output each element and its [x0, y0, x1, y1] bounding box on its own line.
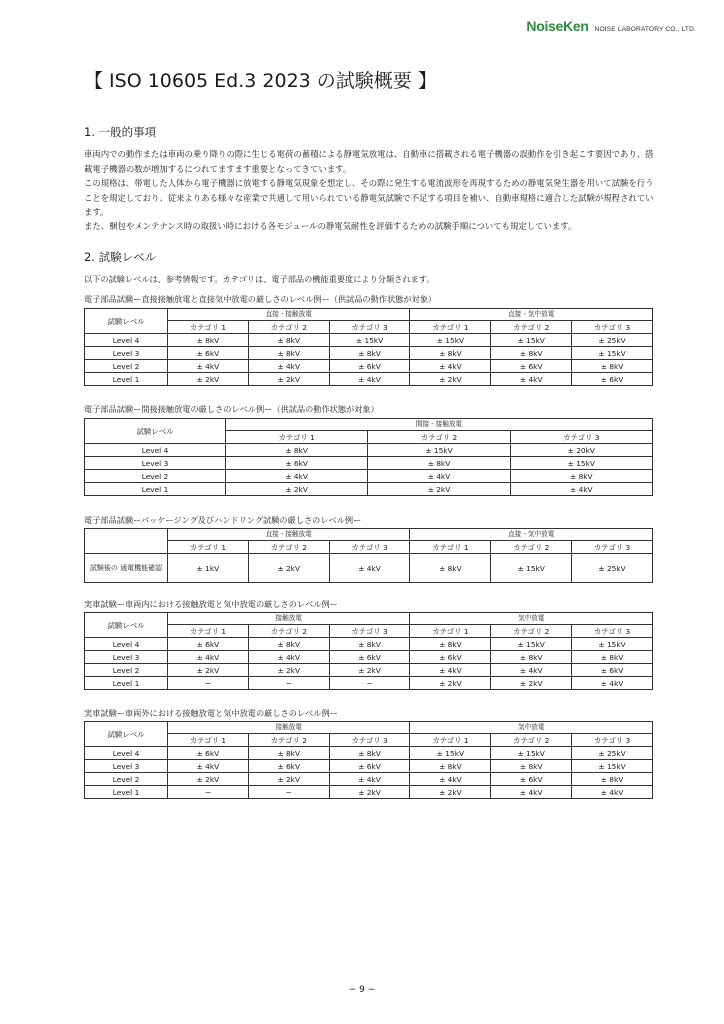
value-cell: ± 8kV	[510, 470, 652, 483]
table-4-caption: 実車試験ー車両内における接触放電と気中放電の厳しさのレベル例ー	[84, 599, 338, 609]
group-header: 気中放電	[410, 722, 653, 734]
value-cell: ± 4kV	[368, 470, 510, 483]
value-cell: ± 4kV	[410, 360, 491, 373]
category-header: カテゴリ 1	[410, 541, 491, 554]
section-1-paragraph-1: 車両内での動作または車両の乗り降りの際に生じる電荷の蓄積による静電気放電は、自動車に搭載される電子機器の誤動作を引き起こす要因であり、搭載電子機器の数が増加するにつれてますます重要となってきています。	[84, 149, 654, 174]
level-cell: Level 4	[85, 747, 168, 760]
category-header: カテゴリ 1	[226, 431, 368, 444]
value-cell: ± 2kV	[226, 483, 368, 496]
value-cell: −	[168, 677, 249, 690]
category-header: カテゴリ 3	[572, 625, 653, 638]
level-cell: 試験後の 通電機能確認	[85, 554, 168, 583]
value-cell: ± 1kV	[168, 554, 249, 583]
value-cell: ± 2kV	[410, 786, 491, 799]
section-1-heading: 1. 一般的事項	[84, 125, 157, 139]
table-row	[85, 334, 653, 347]
level-cell: Level 1	[85, 677, 168, 690]
value-cell: ± 25kV	[572, 334, 653, 347]
category-header: カテゴリ 3	[329, 734, 410, 747]
level-cell: Level 2	[85, 664, 168, 677]
value-cell: ± 2kV	[329, 786, 410, 799]
value-cell: ± 8kV	[410, 554, 491, 583]
value-cell: ± 6kV	[168, 747, 249, 760]
level-cell: Level 2	[85, 360, 168, 373]
category-header: カテゴリ 2	[368, 431, 510, 444]
table-3-caption: 電子部品試験ーパッケージング及びハンドリング試験の厳しさのレベル例ー	[84, 515, 362, 525]
table-3	[84, 528, 653, 583]
page-number: − 9 −	[348, 985, 376, 995]
value-cell: ± 25kV	[572, 554, 653, 583]
value-cell: ± 2kV	[410, 677, 491, 690]
category-header: カテゴリ 2	[248, 625, 329, 638]
category-header: カテゴリ 2	[248, 541, 329, 554]
value-cell: ± 4kV	[491, 664, 572, 677]
level-cell: Level 4	[85, 638, 168, 651]
value-cell: ± 6kV	[168, 347, 249, 360]
category-header: カテゴリ 2	[248, 321, 329, 334]
level-cell: Level 1	[85, 483, 226, 496]
value-cell: ± 8kV	[248, 638, 329, 651]
page-title: 【 ISO 10605 Ed.3 2023 の試験概要 】	[84, 70, 437, 92]
category-header: カテゴリ 3	[572, 321, 653, 334]
value-cell: −	[248, 677, 329, 690]
value-cell: ± 4kV	[410, 664, 491, 677]
logo-mark: NoiseKen	[526, 18, 589, 34]
value-cell: ± 15kV	[410, 747, 491, 760]
table-row	[85, 747, 653, 760]
value-cell: ± 4kV	[248, 360, 329, 373]
table-5	[84, 721, 653, 799]
table-5-caption: 実車試験ー車両外における接触放電と気中放電の厳しさのレベル例ー	[84, 708, 338, 718]
value-cell: ± 8kV	[248, 334, 329, 347]
value-cell: ± 8kV	[329, 347, 410, 360]
group-header: 間接 - 接触放電	[226, 419, 653, 431]
table-2-caption: 電子部品試験ー間接接触放電の厳しさのレベル例ー（供試品の動作状態が対象）	[84, 404, 379, 414]
level-cell: Level 3	[85, 760, 168, 773]
value-cell: ± 2kV	[168, 664, 249, 677]
table-1-caption: 電子部品試験ー直接接触放電と直接気中放電の厳しさのレベル例ー（供試品の動作状態が対象）	[84, 294, 437, 304]
company-name: NOISE LABORATORY CO., LTD.	[594, 26, 696, 33]
value-cell: ± 15kV	[491, 334, 572, 347]
value-cell: ± 8kV	[410, 347, 491, 360]
value-cell: ± 4kV	[410, 773, 491, 786]
level-cell: Level 4	[85, 444, 226, 457]
category-header: カテゴリ 1	[168, 625, 249, 638]
value-cell: ± 25kV	[572, 747, 653, 760]
category-header: カテゴリ 2	[491, 734, 572, 747]
value-cell: ± 2kV	[168, 373, 249, 386]
value-cell: ± 15kV	[329, 334, 410, 347]
value-cell: ± 2kV	[168, 773, 249, 786]
section-2-intro: 以下の試験レベルは、参考情報です。カテゴリは、電子部品の機能重要度により分類されます。	[84, 274, 435, 284]
table-4	[84, 612, 653, 690]
value-cell: ± 2kV	[248, 373, 329, 386]
value-cell: ± 8kV	[226, 444, 368, 457]
value-cell: ± 15kV	[410, 334, 491, 347]
value-cell: ± 8kV	[491, 760, 572, 773]
category-header: カテゴリ 2	[248, 734, 329, 747]
value-cell: ± 15kV	[572, 347, 653, 360]
category-header: カテゴリ 1	[410, 321, 491, 334]
group-header: 気中放電	[410, 613, 653, 625]
value-cell: ± 2kV	[368, 483, 510, 496]
category-header: カテゴリ 1	[168, 321, 249, 334]
value-cell: ± 6kV	[168, 638, 249, 651]
company-logo	[526, 18, 696, 34]
value-cell: ± 8kV	[572, 651, 653, 664]
level-cell: Level 2	[85, 773, 168, 786]
value-cell: ± 6kV	[572, 373, 653, 386]
value-cell: ± 6kV	[226, 457, 368, 470]
value-cell: ± 4kV	[572, 786, 653, 799]
table-2	[84, 418, 653, 496]
group-header: 直接 - 接触放電	[168, 529, 410, 541]
value-cell: ± 2kV	[329, 664, 410, 677]
value-cell: ± 6kV	[329, 760, 410, 773]
value-cell: ± 8kV	[572, 360, 653, 373]
value-cell: −	[329, 677, 410, 690]
table-row	[85, 651, 653, 664]
level-cell: Level 3	[85, 347, 168, 360]
value-cell: ± 4kV	[168, 760, 249, 773]
table-corner: 試験レベル	[85, 309, 168, 334]
value-cell: ± 4kV	[491, 786, 572, 799]
value-cell: ± 4kV	[329, 773, 410, 786]
category-header: カテゴリ 1	[410, 734, 491, 747]
value-cell: ± 2kV	[248, 554, 329, 583]
value-cell: ± 8kV	[329, 747, 410, 760]
value-cell: ± 8kV	[410, 760, 491, 773]
value-cell: ± 6kV	[491, 360, 572, 373]
table-row	[85, 677, 653, 690]
level-cell: Level 1	[85, 786, 168, 799]
table-corner: 試験レベル	[85, 419, 226, 444]
category-header: カテゴリ 3	[572, 541, 653, 554]
value-cell: ± 8kV	[168, 334, 249, 347]
section-2-heading: 2. 試験レベル	[84, 250, 157, 264]
table-1	[84, 308, 653, 386]
group-header: 直接 - 気中放電	[410, 529, 653, 541]
value-cell: ± 6kV	[572, 664, 653, 677]
value-cell: ± 8kV	[491, 347, 572, 360]
value-cell: ± 8kV	[491, 651, 572, 664]
value-cell: ± 4kV	[329, 373, 410, 386]
value-cell: ± 6kV	[329, 360, 410, 373]
category-header: カテゴリ 2	[491, 625, 572, 638]
value-cell: −	[248, 786, 329, 799]
value-cell: ± 8kV	[572, 773, 653, 786]
table-row	[85, 638, 653, 651]
table-row	[85, 786, 653, 799]
level-cell: Level 4	[85, 334, 168, 347]
section-1-paragraph-2: この規格は、帯電した人体から電子機器に放電する静電気現象を想定し、その際に発生する電流波形を再現するための静電気発生器を用いて試験を行うことを規定しており、従来よりある様々な産業で共通して用いられている静電気試験で不足する項目を補い、自動車規格に適合した試験が規程されています。	[84, 178, 654, 217]
table-row	[85, 444, 653, 457]
table-row	[85, 373, 653, 386]
value-cell: ± 15kV	[572, 638, 653, 651]
group-header: 接触放電	[168, 722, 410, 734]
category-header: カテゴリ 3	[510, 431, 652, 444]
table-corner: 試験レベル	[85, 613, 168, 638]
value-cell: ± 4kV	[572, 677, 653, 690]
value-cell: ± 6kV	[248, 760, 329, 773]
value-cell: ± 15kV	[491, 638, 572, 651]
category-header: カテゴリ 1	[168, 541, 249, 554]
table-row	[85, 554, 653, 583]
category-header: カテゴリ 3	[572, 734, 653, 747]
value-cell: ± 15kV	[510, 457, 652, 470]
value-cell: ± 15kV	[368, 444, 510, 457]
value-cell: ± 4kV	[168, 651, 249, 664]
value-cell: ± 15kV	[572, 760, 653, 773]
table-row	[85, 347, 653, 360]
section-1-paragraph-3: また、梱包やメンテナンス時の取扱い時における各モジュールの静電気耐性を評価するための試験手順についても規定しています。	[84, 221, 577, 231]
value-cell: ± 6kV	[410, 651, 491, 664]
category-header: カテゴリ 3	[329, 321, 410, 334]
value-cell: ± 4kV	[491, 373, 572, 386]
level-cell: Level 2	[85, 470, 226, 483]
category-header: カテゴリ 1	[168, 734, 249, 747]
table-row	[85, 760, 653, 773]
value-cell: ± 20kV	[510, 444, 652, 457]
table-corner: 試験レベル	[85, 722, 168, 747]
value-cell: ± 8kV	[329, 638, 410, 651]
value-cell: ± 4kV	[329, 554, 410, 583]
level-cell: Level 3	[85, 457, 226, 470]
value-cell: ± 8kV	[248, 347, 329, 360]
level-cell: Level 1	[85, 373, 168, 386]
value-cell: ± 8kV	[368, 457, 510, 470]
table-row	[85, 483, 653, 496]
category-header: カテゴリ 3	[329, 625, 410, 638]
value-cell: ± 2kV	[248, 664, 329, 677]
value-cell: ± 6kV	[329, 651, 410, 664]
category-header: カテゴリ 1	[410, 625, 491, 638]
value-cell: ± 2kV	[410, 373, 491, 386]
category-header: カテゴリ 2	[491, 321, 572, 334]
table-row	[85, 470, 653, 483]
value-cell: ± 15kV	[491, 747, 572, 760]
value-cell: ± 2kV	[248, 773, 329, 786]
value-cell: ± 8kV	[410, 638, 491, 651]
value-cell: −	[168, 786, 249, 799]
group-header: 接触放電	[168, 613, 410, 625]
table-corner	[85, 529, 168, 554]
value-cell: ± 4kV	[248, 651, 329, 664]
table-row	[85, 360, 653, 373]
value-cell: ± 6kV	[491, 773, 572, 786]
level-cell: Level 3	[85, 651, 168, 664]
category-header: カテゴリ 2	[491, 541, 572, 554]
group-header: 直接 - 接触放電	[168, 309, 410, 321]
value-cell: ± 4kV	[168, 360, 249, 373]
value-cell: ± 15kV	[491, 554, 572, 583]
table-row	[85, 457, 653, 470]
value-cell: ± 4kV	[226, 470, 368, 483]
value-cell: ± 2kV	[491, 677, 572, 690]
table-row	[85, 664, 653, 677]
group-header: 直接 - 気中放電	[410, 309, 653, 321]
category-header: カテゴリ 3	[329, 541, 410, 554]
table-row	[85, 773, 653, 786]
value-cell: ± 4kV	[510, 483, 652, 496]
value-cell: ± 8kV	[248, 747, 329, 760]
